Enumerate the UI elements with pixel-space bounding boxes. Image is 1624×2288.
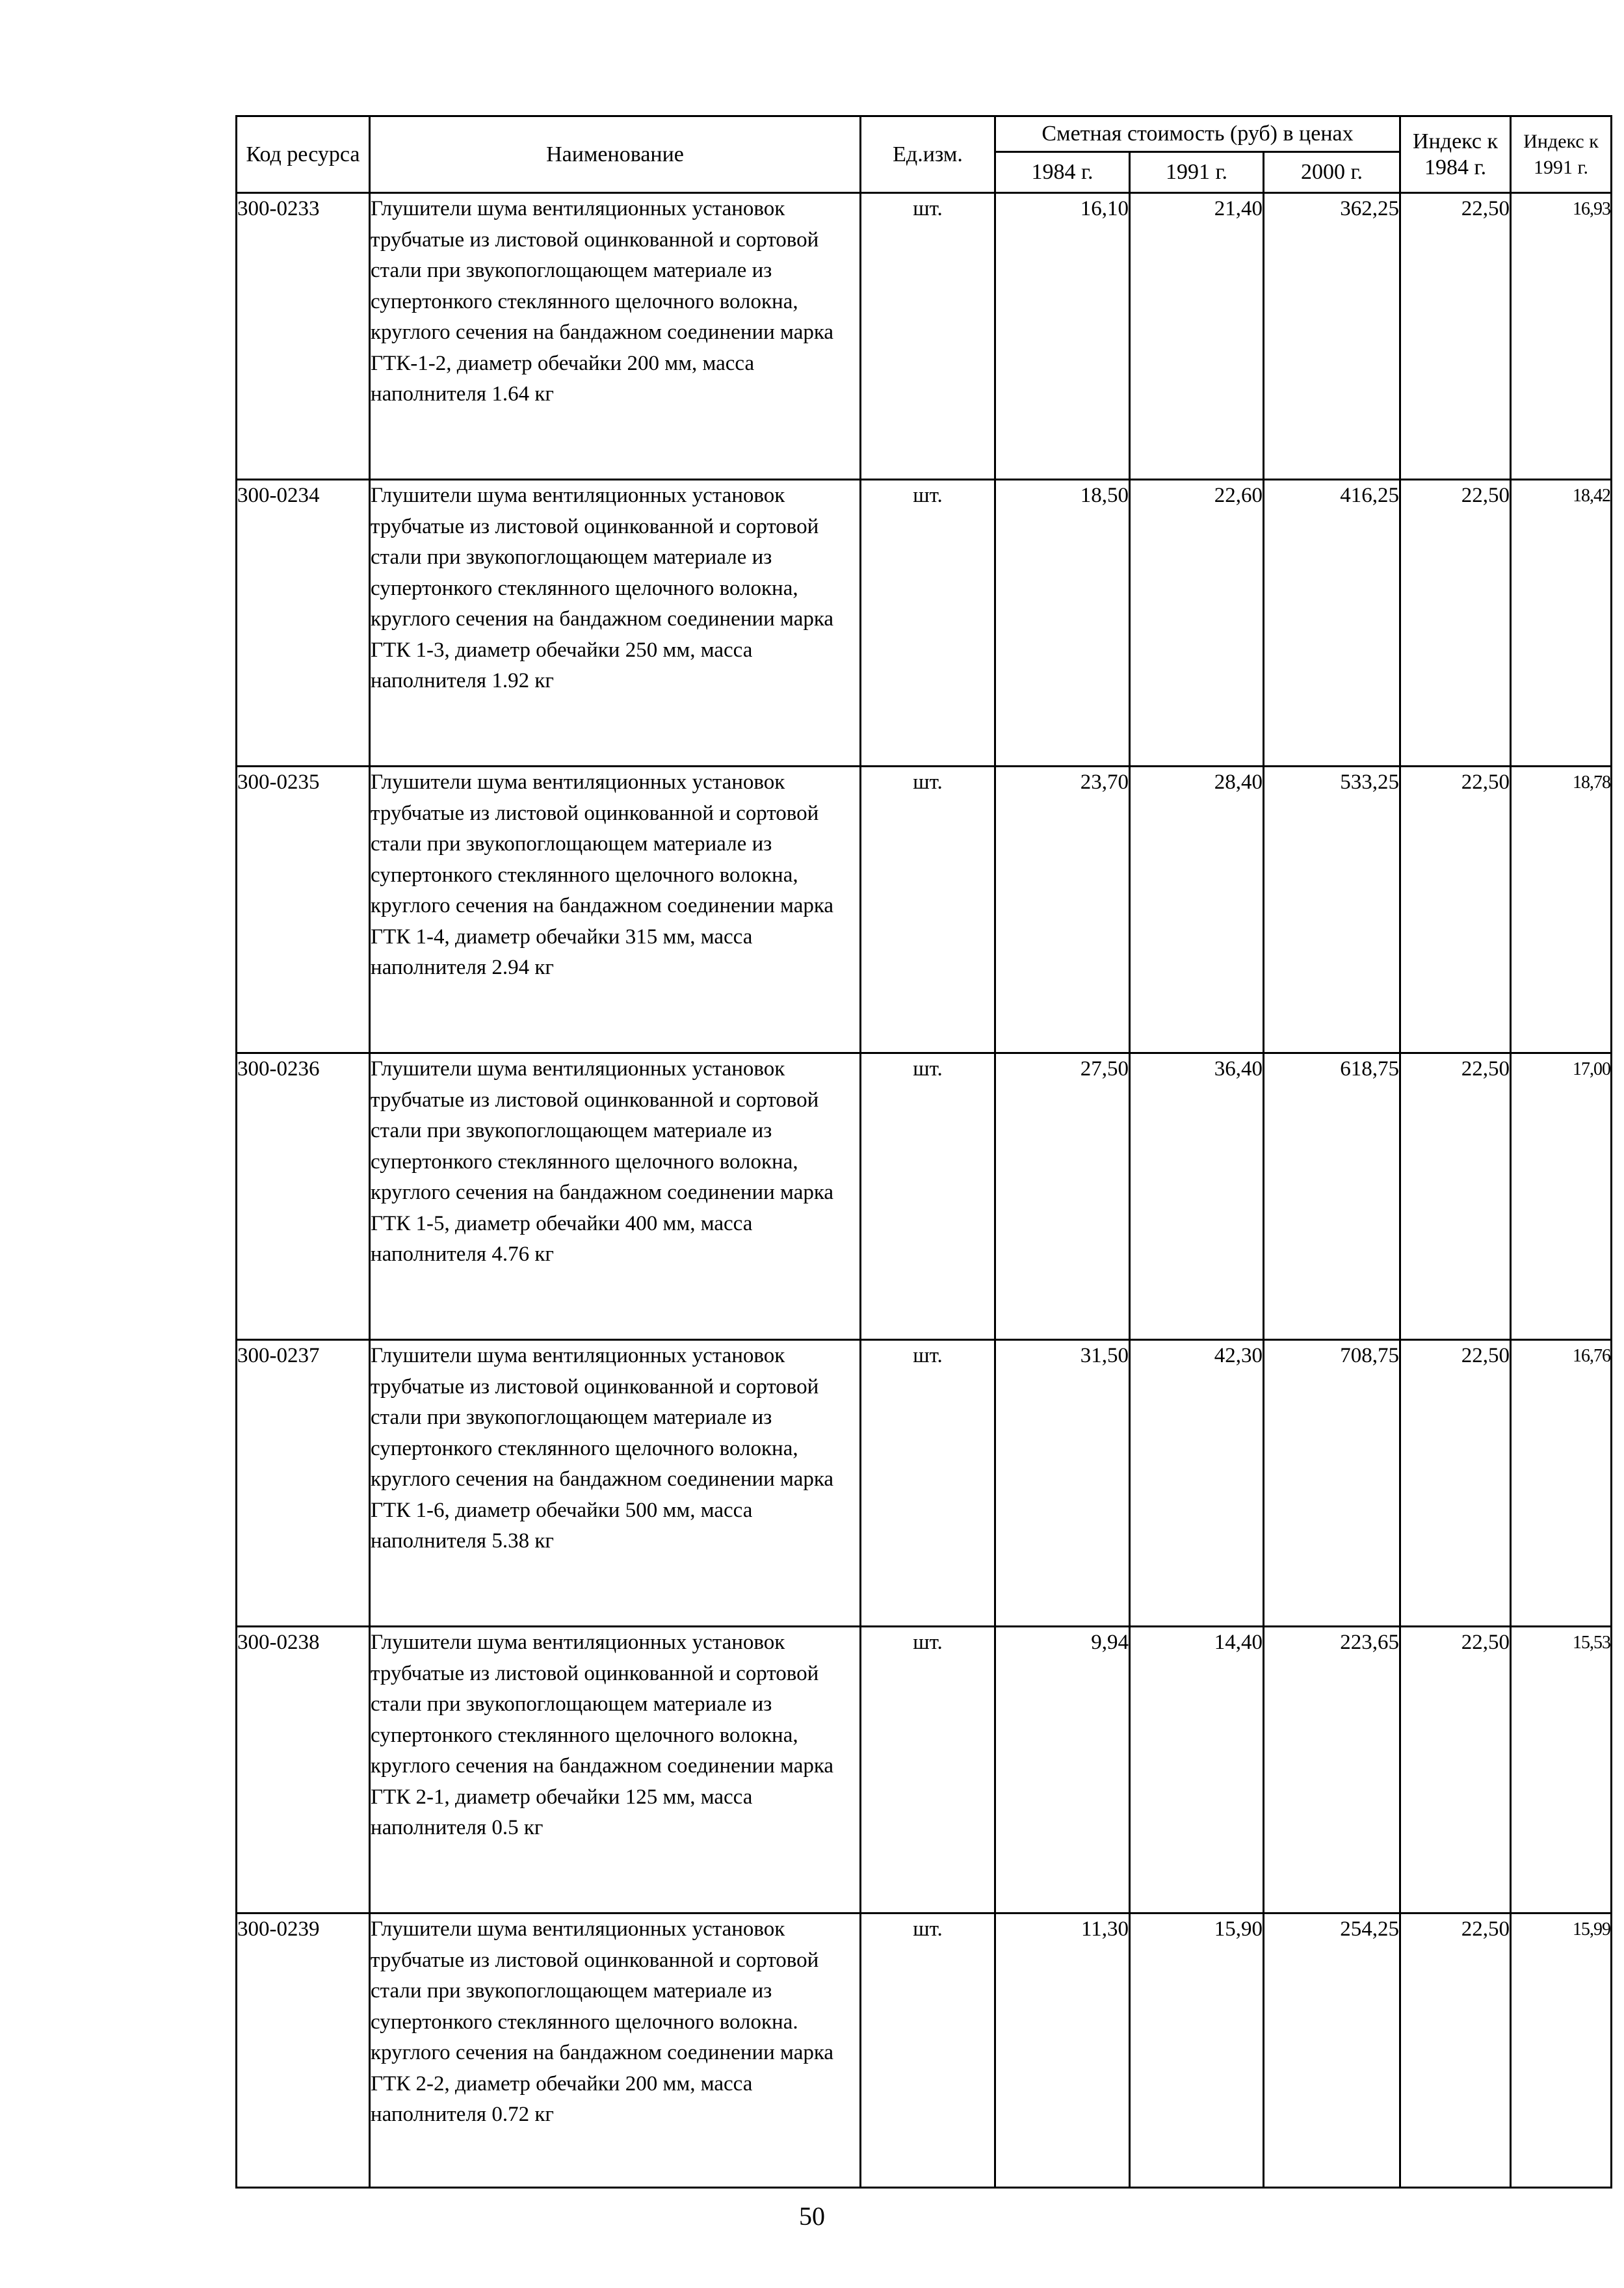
- price-2000: 708,75: [1264, 1340, 1400, 1627]
- index-1991: 15,53: [1511, 1627, 1612, 1913]
- price-1991: 22,60: [1130, 480, 1264, 767]
- price-1984: 11,30: [995, 1913, 1130, 2188]
- price-2000: 254,25: [1264, 1913, 1400, 2188]
- table-row: [237, 1053, 1612, 1340]
- table-row: [237, 1627, 1612, 1913]
- table-row: [237, 480, 1612, 767]
- resource-name: Глушители шума вентиляционных установок трубчатые из листовой оцинкованной и сортовой стали при звукопоглощающем материале из супертонкого стеклянного щелочного волокна, круглого сечения на бандажном соединении марка ГТК 1-5, диаметр обечайки 400 мм, масса наполнителя 4.76 кг: [370, 1053, 861, 1340]
- resource-name: Глушители шума вентиляционных установок трубчатые из листовой оцинкованной и сортовой стали при звукопоглощающем материале из супертонкого стеклянного щелочного волокна, круглого сечения на бандажном соединении марка ГТК 1-3, диаметр обечайки 250 мм, масса наполнителя 1.92 кг: [370, 480, 861, 767]
- header-year-1991: 1991 г.: [1130, 152, 1264, 193]
- resource-name: Глушители шума вентиляционных установок трубчатые из листовой оцинкованной и сортовой стали при звукопоглощающем материале из супертонкого стеклянного щелочного волокна, круглого сечения на бандажном соединении марка ГТК-1-2, диаметр обечайки 200 мм, масса наполнителя 1.64 кг: [370, 193, 861, 480]
- unit-of-measure: шт.: [861, 767, 995, 1053]
- header-name: Наименование: [370, 116, 861, 193]
- unit-of-measure: шт.: [861, 1340, 995, 1627]
- header-index-1991: Индекс к 1991 г.: [1511, 116, 1612, 193]
- price-1984: 9,94: [995, 1627, 1130, 1913]
- table-row: [237, 1340, 1612, 1627]
- header-year-2000: 2000 г.: [1264, 152, 1400, 193]
- index-1984: 22,50: [1400, 1340, 1511, 1627]
- price-2000: 223,65: [1264, 1627, 1400, 1913]
- resource-name: Глушители шума вентиляционных установок трубчатые из листовой оцинкованной и сортовой стали при звукопоглощающем материале из супертонкого стеклянного щелочного волокна, круглого сечения на бандажном соединении марка ГТК 2-1, диаметр обечайки 125 мм, масса наполнителя 0.5 кг: [370, 1627, 861, 1913]
- price-1984: 31,50: [995, 1340, 1130, 1627]
- header-year-1984: 1984 г.: [995, 152, 1130, 193]
- price-1991: 21,40: [1130, 193, 1264, 480]
- index-1991: 18,78: [1511, 767, 1612, 1053]
- header-index-1984: Индекс к 1984 г.: [1400, 116, 1511, 193]
- price-1984: 18,50: [995, 480, 1130, 767]
- resource-code: 300-0234: [237, 480, 370, 767]
- index-1991: 16,93: [1511, 193, 1612, 480]
- header-cost-group: Сметная стоимость (руб) в ценах: [995, 116, 1400, 152]
- price-2000: 533,25: [1264, 767, 1400, 1053]
- table-body: [237, 193, 1612, 2188]
- index-1984: 22,50: [1400, 480, 1511, 767]
- price-2000: 618,75: [1264, 1053, 1400, 1340]
- table-header: [237, 116, 1612, 193]
- resource-code: 300-0237: [237, 1340, 370, 1627]
- index-1991: 15,99: [1511, 1913, 1612, 2188]
- header-unit: Ед.изм.: [861, 116, 995, 193]
- price-1991: 42,30: [1130, 1340, 1264, 1627]
- resource-price-table: [235, 115, 1612, 2189]
- table-row: [237, 767, 1612, 1053]
- price-1991: 36,40: [1130, 1053, 1264, 1340]
- price-1984: 27,50: [995, 1053, 1130, 1340]
- page-number: 50: [799, 2202, 825, 2231]
- index-1984: 22,50: [1400, 1627, 1511, 1913]
- price-1984: 16,10: [995, 193, 1130, 480]
- resource-code: 300-0235: [237, 767, 370, 1053]
- resource-code: 300-0239: [237, 1913, 370, 2188]
- index-1984: 22,50: [1400, 1053, 1511, 1340]
- price-2000: 362,25: [1264, 193, 1400, 480]
- price-1991: 15,90: [1130, 1913, 1264, 2188]
- price-1984: 23,70: [995, 767, 1130, 1053]
- price-1991: 28,40: [1130, 767, 1264, 1053]
- unit-of-measure: шт.: [861, 193, 995, 480]
- unit-of-measure: шт.: [861, 1053, 995, 1340]
- resource-name: Глушители шума вентиляционных установок трубчатые из листовой оцинкованной и сортовой стали при звукопоглощающем материале из супертонкого стеклянного щелочного волокна. круглого сечения на бандажном соединении марка ГТК 2-2, диаметр обечайки 200 мм, масса наполнителя 0.72 кг: [370, 1913, 861, 2188]
- index-1984: 22,50: [1400, 767, 1511, 1053]
- price-1991: 14,40: [1130, 1627, 1264, 1913]
- table-row: [237, 193, 1612, 480]
- price-2000: 416,25: [1264, 480, 1400, 767]
- unit-of-measure: шт.: [861, 480, 995, 767]
- index-1984: 22,50: [1400, 193, 1511, 480]
- index-1991: 16,76: [1511, 1340, 1612, 1627]
- unit-of-measure: шт.: [861, 1913, 995, 2188]
- table-row: [237, 1913, 1612, 2188]
- header-code: Код ресурса: [237, 116, 370, 193]
- resource-name: Глушители шума вентиляционных установок трубчатые из листовой оцинкованной и сортовой стали при звукопоглощающем материале из супертонкого стеклянного щелочного волокна, круглого сечения на бандажном соединении марка ГТК 1-4, диаметр обечайки 315 мм, масса наполнителя 2.94 кг: [370, 767, 861, 1053]
- resource-name: Глушители шума вентиляционных установок трубчатые из листовой оцинкованной и сортовой стали при звукопоглощающем материале из супертонкого стеклянного щелочного волокна, круглого сечения на бандажном соединении марка ГТК 1-6, диаметр обечайки 500 мм, масса наполнителя 5.38 кг: [370, 1340, 861, 1627]
- unit-of-measure: шт.: [861, 1627, 995, 1913]
- index-1991: 18,42: [1511, 480, 1612, 767]
- resource-code: 300-0238: [237, 1627, 370, 1913]
- resource-code: 300-0233: [237, 193, 370, 480]
- index-1991: 17,00: [1511, 1053, 1612, 1340]
- resource-code: 300-0236: [237, 1053, 370, 1340]
- index-1984: 22,50: [1400, 1913, 1511, 2188]
